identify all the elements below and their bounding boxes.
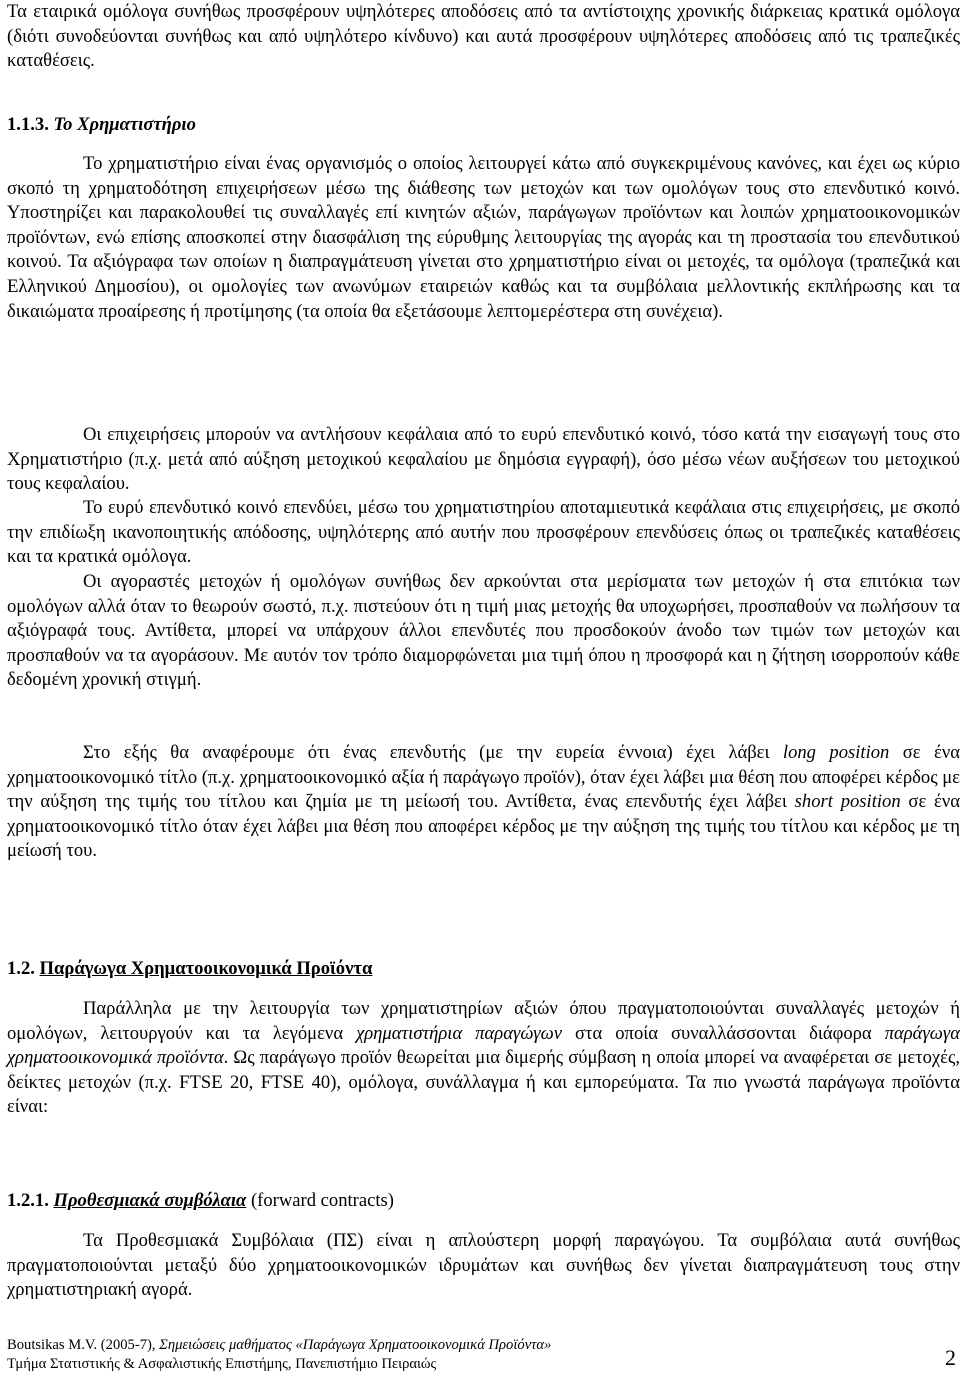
- paragraph: Οι αγοραστές μετοχών ή ομολόγων συνήθως δεν αρκούνται στα μερίσματα των μετοχών ή στα επιτόκια των ομολόγων αλλά όταν το θεωρούν σωστό, π.χ. πιστεύουν ότι η τιμή μιας μετοχής θα υποχωρήσει, προσπαθούν να πωλήσουν τα αξιόγραφά τους. Αντίθετα, μπορεί να υπάρχουν άλλοι επενδυτές που προσδοκούν άνοδο των τιμών των μετοχών και προσπαθούν να τα αγοράσουν. Με αυτόν τον τρόπο διαμορφώνεται μια τιμή όπου η προσφορά και η ζήτηση ισορροπούν κάθε δεδομένη χρονική στιγμή.: [7, 571, 960, 691]
- text: . Ως παράγωγο προϊόν θεωρείται μια διμερής σύμβαση η οποία μπορεί να αναφέρεται σε μετοχές, δείκτες μετοχών (π.χ. FTSE 20, FTSE 40), ομόλογα, συνάλλαγμα ή και εμπορεύματα. Τα πιο γνωστά παράγωγα προϊόντα είναι:: [7, 1047, 960, 1118]
- section-title: Παράγωγα Χρηματοοικονομικά Προϊόντα: [39, 958, 373, 979]
- section-heading-1-2: [7, 957, 372, 981]
- term-long-position: long position: [782, 742, 890, 763]
- section-heading-1-2-1: [7, 1189, 394, 1213]
- paragraph: Τα Προθεσμιακά Συμβόλαια (ΠΣ) είναι η απλούστερη μορφή παραγώγου. Τα συμβόλαια αυτά συνήθως πραγματοποιούνται μεταξύ δύο χρηματοοικονομικών ιδρυμάτων και συνήθως δεν γίνεται διαπραγμάτευση τους στην χρηματιστηριακή αγορά.: [7, 1230, 960, 1301]
- text: στα οποία συναλλάσσονται διάφορα: [562, 1022, 885, 1044]
- section-heading-1-1-3: [7, 113, 196, 137]
- section-number: 1.2.: [7, 958, 35, 979]
- paragraph: Το ευρύ επενδυτικό κοινό επενδύει, μέσω του χρηματιστηρίου αποταμιευτικά κεφάλαια στις επιχειρήσεις, με σκοπό την επιδίωξη ικανοποιητικής απόδοσης, υψηλότερης από αυτήν που προσφέρουν επενδύσεις όπως οι τραπεζικές καταθέσεις και τα κρατικά ομόλογα.: [7, 497, 960, 568]
- page-number: 2: [945, 1345, 956, 1370]
- section-subtitle: (forward contracts): [250, 1190, 394, 1211]
- term-derivative-products: παράγωγα χρηματοοικονομικά προϊόντα: [7, 1022, 960, 1069]
- term-derivatives-exchanges: χρηματιστήρια παραγώγων: [356, 1022, 562, 1044]
- section-title: Προθεσμιακά συμβόλαια: [53, 1190, 247, 1211]
- text: σε ένα χρηματοοικονομικό τίτλο (π.χ. χρηματοοικονομικό αξία ή παράγωγο προϊόν), όταν έχει λάβει μια θέση που αποφέρει κέρδος με την αύξηση της τιμής του τίτλου και ζημία με τη μείωσή του. Αντίθετα, ένας επενδυτής έχει λάβει: [7, 742, 960, 813]
- intro-paragraph: Τα εταιρικά ομόλογα συνήθως προσφέρουν υψηλότερες αποδόσεις από τα αντίστοιχης χρονικής διάρκειας κρατικά ομόλογα (διότι συνοδεύονται συνήθως και από υψηλότερο κίνδυνο) και αυτά προσφέρουν υψηλότερες αποδόσεις από τις τραπεζικές καταθέσεις.: [7, 1, 960, 72]
- paragraph-derivatives: [7, 997, 960, 1120]
- page-footer: [7, 1336, 960, 1373]
- text: Στο εξής θα αναφέρουμε ότι ένας επενδυτής (με την ευρεία έννοια) έχει λάβει: [83, 742, 783, 763]
- footer-department: Τμήμα Στατιστικής & Ασφαλιστικής Επιστήμης, Πανεπιστήμιο Πειραιώς: [7, 1355, 437, 1372]
- term-short-position: short position: [794, 791, 901, 813]
- footer-course: Σημειώσεις μαθήματος «Παράγωγα Χρηματοοικονομικά Προϊόντα»: [159, 1337, 552, 1353]
- section-number: 1.1.3.: [7, 114, 49, 135]
- section-title: Το Χρηματιστήριο: [53, 114, 196, 135]
- text: σε ένα χρηματοοικονομικό τίτλο όταν έχει λάβει μια θέση που αποφέρει κέρδος με την αύξηση της τιμής του τίτλου και κέρδος με τη μείωσή του.: [7, 791, 960, 862]
- paragraph: Το χρηματιστήριο είναι ένας οργανισμός ο οποίος λειτουργεί κάτω από συγκεκριμένους κανόνες, και έχει ως κύριο σκοπό τη χρηματοδότηση επιχειρήσεων μέσω της διάθεσης των μετοχών και των ομολόγων τους στο επενδυτικό κοινό. Υποστηρίζει και παρακολουθεί τις συναλλαγές επί κινητών αξιών, παράγωγων προϊόντων και λοιπών χρηματοοικονομικών προϊόντων, ενώ επίσης αποσκοπεί στην διασφάλιση της εύρυθμης λειτουργίας της αγοράς και τη προστασία του επενδυτικού κοινού. Τα αξιόγραφα των οποίων η διαπραγμάτευση γίνεται στο χρηματιστήριο είναι οι μετοχές, τα ομόλογα (τραπεζικά και Ελληνικού Δημοσίου), οι ομολογίες των ανωνύμων εταιρειών καθώς και τα συμβόλαια μελλοντικής εκπλήρωσης και τα δικαιώματα προαίρεσης ή προτίμησης (τα οποία θα εξετάσουμε λεπτομερέστερα στη συνέχεια).: [7, 153, 960, 322]
- paragraph: Οι επιχειρήσεις μπορούν να αντλήσουν κεφάλαια από το ευρύ επενδυτικό κοινό, τόσο κατά την εισαγωγή τους στο Χρηματιστήριο (π.χ. μετά από αύξηση μετοχικού κεφαλαίου με δημόσια εγγραφή), όσο μέσω νέων αυξήσεων του μετοχικού τους κεφαλαίου.: [7, 424, 960, 495]
- text: Παράλληλα με την λειτουργία των χρηματιστηρίων αξιών όπου πραγματοποιούνται συναλλαγές μετοχών ή ομολόγων, λειτουργούν και τα λεγόμενα: [7, 998, 960, 1044]
- paragraph-positions: [7, 741, 960, 864]
- section-number: 1.2.1.: [7, 1190, 49, 1211]
- footer-author: Boutsikas M.V. (2005-7),: [7, 1337, 160, 1353]
- footer-citation: [7, 1336, 960, 1355]
